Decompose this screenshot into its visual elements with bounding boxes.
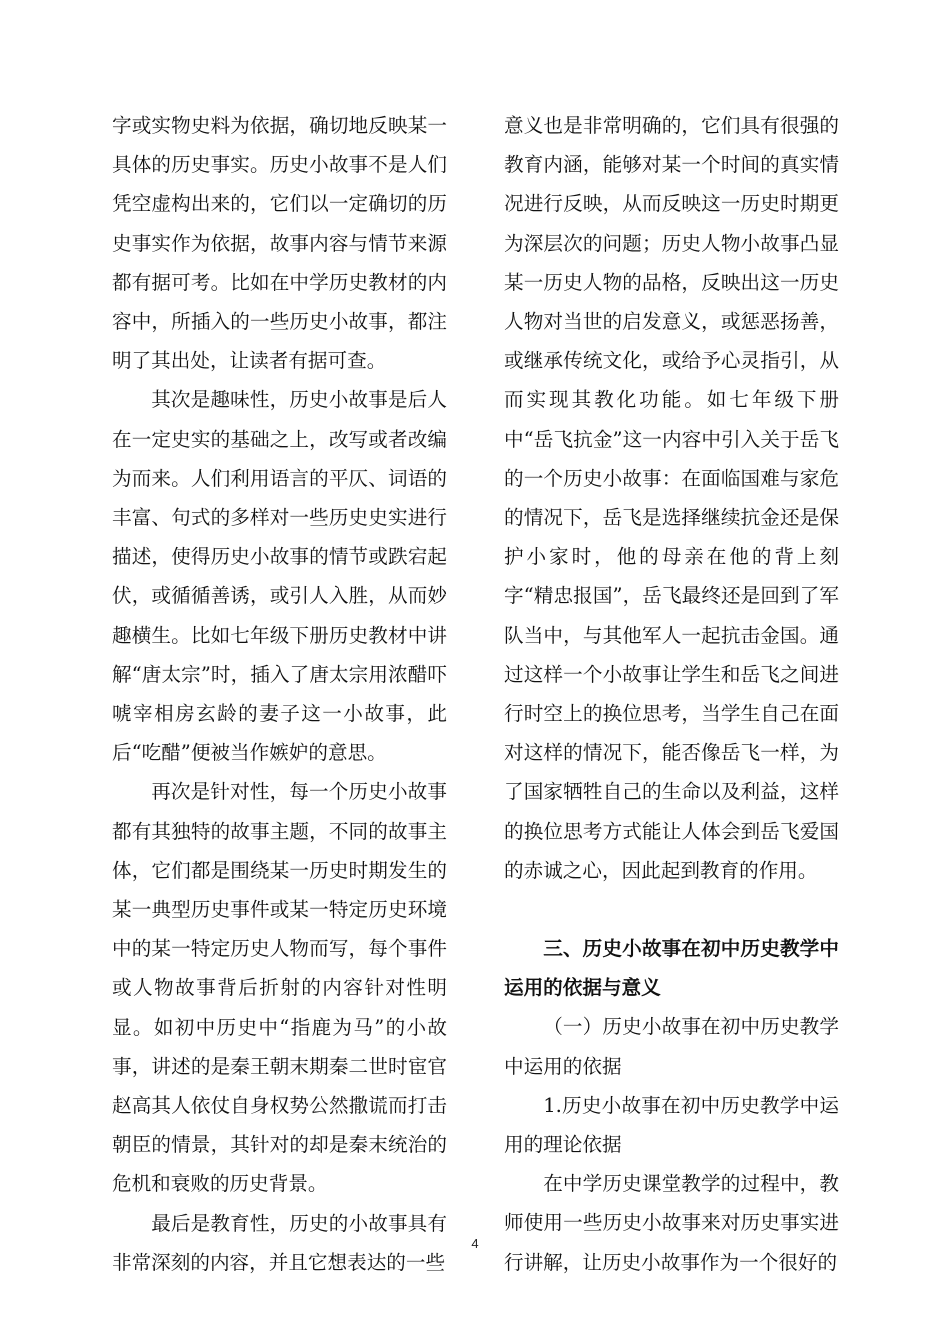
left-column [112,106,447,1282]
paragraph: 再次是针对性，每一个历史小故事都有其独特的故事主题，不同的故事主体，它们都是围绕某一历史时期发生的某一典型历史事件或某一特定历史环境中的某一特定历史人物而写，每个事件或人物故事背后折射的内容针对性明显。如初中历史中“指鹿为马”的小故事，讲述的是秦王朝末期秦二世时宦官赵高其人依仗自身权势公然撒谎而打击朝臣的情景，其针对的却是秦末统治的危机和衰败的历史背景。 [112,780,447,1196]
subsection-heading: 1.历史小故事在初中历史教学中运用的理论依据 [504,1093,839,1157]
section-heading: 三、历史小故事在初中历史教学中运用的依据与意义 [504,937,839,1000]
paragraph: 最后是教育性，历史的小故事具有非常深刻的内容，并且它想表达的一些 [112,1211,447,1274]
paragraph: 其次是趣味性，历史小故事是后人在一定史实的基础之上，改写或者改编为而来。人们利用语言的平仄、词语的丰富、句式的多样对一些历史史实进行描述，使得历史小故事的情节或跌宕起伏，或循循善诱，或引人入胜，从而妙趣横生。比如七年级下册历史教材中讲解“唐太宗”时，插入了唐太宗用浓醋吓唬宰相房玄龄的妻子这一小故事，此后“吃醋”便被当作嫉妒的意思。 [112,388,447,765]
right-column [504,106,839,1282]
paragraph: 意义也是非常明确的，它们具有很强的教育内涵，能够对某一个时间的真实情况进行反映，从而反映这一历史时期更为深层次的问题；历史人物小故事凸显某一历史人物的品格，反映出这一历史人物对当世的启发意义，或惩恶扬善，或继承传统文化，或给予心灵指引，从而实现其教化功能。如七年级下册中“岳飞抗金”这一内容中引入关于岳飞的一个历史小故事：在面临国难与家危的情况下，岳飞是选择继续抗金还是保护小家时，他的母亲在他的背上刻字“精忠报国”，岳飞最终还是回到了军队当中，与其他军人一起抗击金国。通过这样一个小故事让学生和岳飞之间进行时空上的换位思考，当学生自己在面对这样的情况下，能否像岳飞一样，为了国家牺牲自己的生命以及利益，这样的换位思考方式能让人体会到岳飞爱国的赤诚之心，因此起到教育的作用。 [504,114,839,882]
paragraph: 在中学历史课堂教学的过程中，教师使用一些历史小故事来对历史事实进行讲解，让历史小故事作为一个很好的 [504,1172,839,1274]
paragraph: 字或实物史料为依据，确切地反映某一具体的历史事实。历史小故事不是人们凭空虚构出来的，它们以一定确切的历史事实作为依据，故事内容与情节来源都有据可考。比如在中学历史教材的内容中，所插入的一些历史小故事，都注明了其出处，让读者有据可查。 [112,114,447,373]
subsection-heading: （一）历史小故事在初中历史教学中运用的依据 [504,1015,839,1078]
page-number: 4 [471,1236,479,1251]
